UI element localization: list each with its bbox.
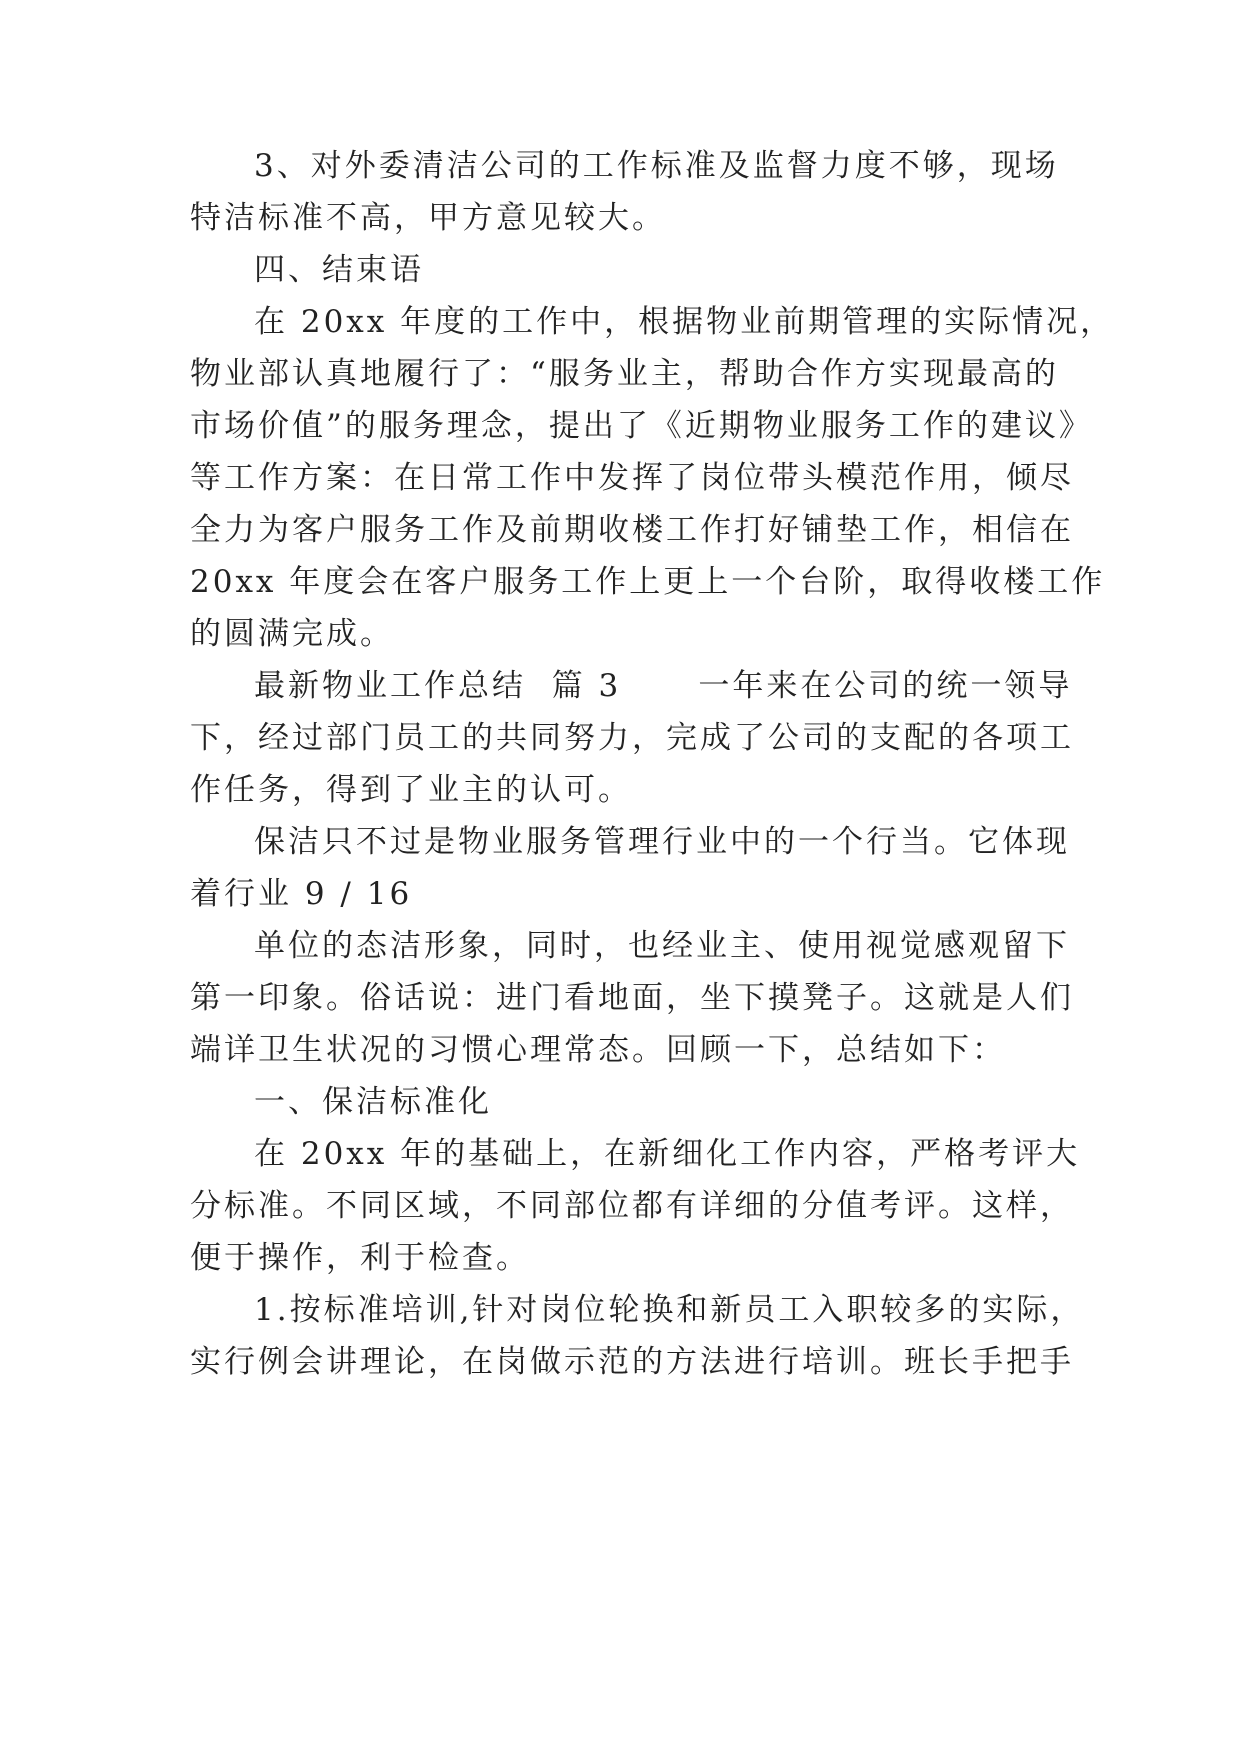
paragraph-line: 的圆满完成。: [190, 616, 394, 652]
paragraph-line: 下，经过部门员工的共同努力，完成了公司的支配的各项工: [190, 720, 1074, 756]
paragraph-line: 1.按标准培训,针对岗位轮换和新员工入职较多的实际，: [254, 1292, 1085, 1328]
paragraph-line: 3、对外委清洁公司的工作标准及监督力度不够，现场: [254, 148, 1059, 184]
paragraph-line: 单位的态洁形象，同时，也经业主、使用视觉感观留下: [254, 928, 1070, 964]
paragraph-line: 第一印象。俗话说：进门看地面，坐下摸凳子。这就是人们: [190, 980, 1074, 1016]
paragraph-line: 分标准。不同区域，不同部位都有详细的分值考评。这样，: [190, 1188, 1074, 1224]
paragraph-line: 特洁标准不高，甲方意见较大。: [190, 200, 666, 236]
section-heading: 四、结束语: [254, 252, 424, 288]
paragraph-line-with-page-number: 着行业 9 / 16: [190, 876, 413, 912]
paragraph-line: 全力为客户服务工作及前期收楼工作打好铺垫工作，相信在: [190, 512, 1074, 548]
paragraph-line: 实行例会讲理论，在岗做示范的方法进行培训。班长手把手: [190, 1344, 1074, 1380]
paragraph-line: 在 20xx 年的基础上，在新细化工作内容，严格考评大: [254, 1136, 1081, 1172]
paragraph-line: 市场价值”的服务理念，提出了《近期物业服务工作的建议》: [190, 408, 1093, 444]
paragraph-line: 20xx 年度会在客户服务工作上更上一个台阶，取得收楼工作: [190, 564, 1106, 600]
paragraph-line: 物业部认真地履行了：“服务业主，帮助合作方实现最高的: [190, 356, 1059, 392]
paragraph-line: 保洁只不过是物业服务管理行业中的一个行当。它体现: [254, 824, 1070, 860]
paragraph-line: 作任务，得到了业主的认可。: [190, 772, 632, 808]
paragraph-line: 在 20xx 年度的工作中，根据物业前期管理的实际情况，: [254, 304, 1115, 340]
article-title-line: 最新物业工作总结 篇 3 一年来在公司的统一领导: [254, 668, 1073, 704]
section-heading: 一、保洁标准化: [254, 1084, 492, 1120]
paragraph-line: 端详卫生状况的习惯心理常态。回顾一下，总结如下：: [190, 1032, 1006, 1068]
paragraph-line: 便于操作，利于检查。: [190, 1240, 530, 1276]
paragraph-line: 等工作方案：在日常工作中发挥了岗位带头模范作用，倾尽: [190, 460, 1074, 496]
